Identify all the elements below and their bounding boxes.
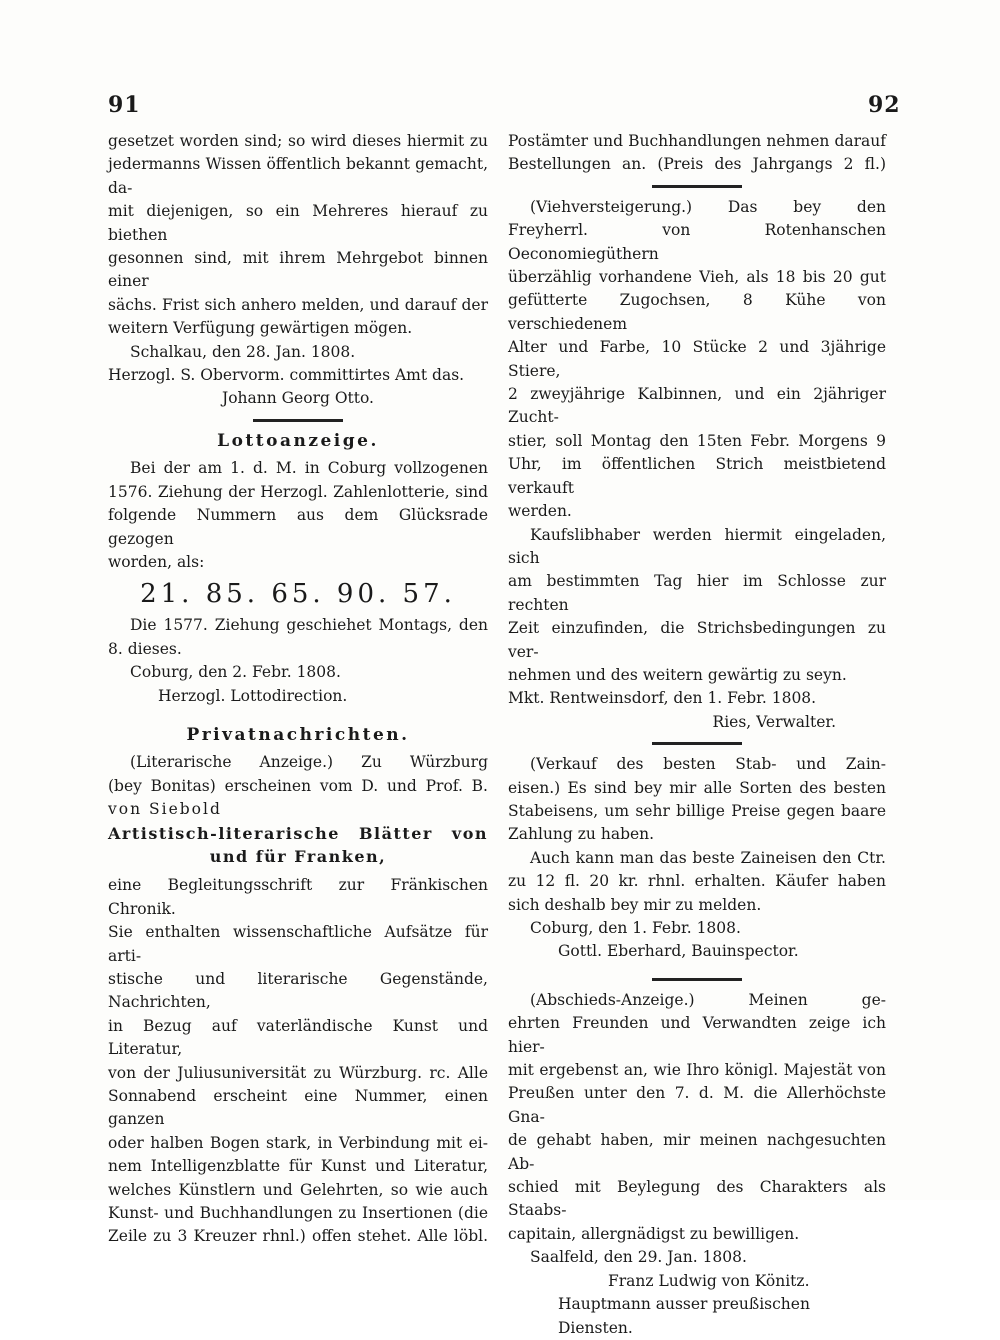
text-line: Kaufslibhaber werden hiermit eingeladen, sich (508, 525, 886, 567)
notice-continuation (508, 130, 886, 177)
left-column (108, 130, 488, 1249)
place-date: Mkt. Rentweinsdorf, den 1. Febr. 1808. (508, 689, 817, 708)
place-date: Schalkau, den 28. Jan. 1808. (130, 342, 356, 361)
text-line: eisen.) Es sind bey mir alle Sorten des besten (508, 778, 886, 797)
text-line: Die 1577. Ziehung geschiehet Montags, den (130, 616, 488, 635)
private-news-heading: Privatnachrichten. (186, 724, 410, 745)
issuing-office: Herzogl. S. Obervorm. committirtes Amt das. (108, 366, 465, 385)
spacer (108, 708, 488, 720)
page-number-right: 92 (868, 92, 901, 118)
text-line: mit ergebenst an, wie Ihro königl. Majestät von (508, 1061, 886, 1080)
text-line: sächs. Frist sich anhero melden, und darauf der (108, 295, 488, 314)
text-line: folgende Nummern aus dem Glücksrade gezogen (108, 506, 488, 548)
text-line: gesonnen sind, mit ihrem Mehrgebot binnen einer (108, 249, 488, 291)
signature: Franz Ludwig von Könitz. (608, 1271, 810, 1290)
livestock-auction-notice (508, 196, 886, 734)
text-line: Sonnabend erscheint eine Nummer, einen ganzen (108, 1087, 488, 1129)
text-line: Auch kann man das beste Zaineisen den Ctr. (530, 848, 886, 867)
text-line: eine Begleitungsschrift zur Fränkischen Chronik. (108, 876, 488, 918)
text-line: nehmen und des weitern gewärtig zu seyn. (508, 665, 847, 684)
text-line: Zeit einzufinden, die Strichsbedingungen zu ver- (508, 619, 886, 661)
text-line: Zeile zu 3 Kreuzer rhnl.) offen stehet. Alle löbl. (108, 1227, 488, 1246)
notice-continuation (108, 130, 488, 411)
section-divider (253, 419, 343, 422)
text-line: oder halben Bogen stark, in Verbindung mit ei- (108, 1133, 488, 1152)
text-line: Alter und Farbe, 10 Stücke 2 und 3jährige Stiere, (508, 338, 886, 380)
page-number-left: 91 (108, 92, 141, 118)
text-line: von Siebold (108, 800, 222, 819)
text-line: sich deshalb bey mir zu melden. (508, 895, 762, 914)
right-column (508, 130, 886, 1340)
signature: Gottl. Eberhard, Bauinspector. (558, 942, 799, 961)
text-line: Freyherrl. von Rotenhanschen Oeconomiegüthern (508, 221, 886, 263)
text-line: stische und literarische Gegenstände, Nachrichten, (108, 970, 488, 1012)
text-line: 8. dieses. (108, 639, 182, 658)
text-line: Uhr, im öffentlichen Strich meistbietend verkauft (508, 455, 886, 497)
text-line: werden. (508, 502, 572, 521)
iron-sale-notice (508, 753, 886, 964)
text-line: zu 12 fl. 20 kr. rhnl. erhalten. Käufer haben (508, 872, 886, 891)
text-line: Preußen unter den 7. d. M. die Allerhöchste Gna- (508, 1084, 886, 1126)
place-date: Saalfeld, den 29. Jan. 1808. (530, 1248, 747, 1267)
text-line: Kunst- und Buchhandlungen zu Insertionen (die (108, 1204, 488, 1223)
text-line: weitern Verfügung gewärtigen mögen. (108, 319, 413, 338)
publication-title: Artistisch-literarische Blätter von (108, 823, 488, 843)
text-line: Zahlung zu haben. (508, 825, 655, 844)
text-line: gefütterte Zugochsen, 8 Kühe von verschiedenem (508, 291, 886, 333)
text-line: schied mit Beylegung des Charakters als Staabs- (508, 1178, 886, 1220)
text-line: nem Intelligenzblatte für Kunst und Literatur, (108, 1157, 488, 1176)
lotto-numbers: 21. 85. 65. 90. 57. (140, 579, 456, 610)
text-line: capitain, allergnädigst zu bewilligen. (508, 1224, 800, 1243)
text-line: (Verkauf des besten Stab- und Zain- (530, 755, 886, 774)
text-line: 2 zweyjährige Kalbinnen, und ein 2jähriger Zucht- (508, 385, 886, 427)
text-line: (Abschieds-Anzeige.) Meinen ge- (530, 990, 886, 1009)
text-line: welches Künstlern und Gelehrten, so wie auch (108, 1180, 488, 1199)
farewell-notice (508, 989, 886, 1340)
signature: Herzogl. Lottodirection. (158, 686, 348, 705)
text-line: de gehabt haben, mir meinen nachgesuchten Ab- (508, 1131, 886, 1173)
text-line: (Literarische Anzeige.) Zu Würzburg (130, 753, 488, 772)
lotto-notice (108, 457, 488, 708)
text-line: gesetzet worden sind; so wird dieses hiermit zu (108, 132, 488, 150)
text-line: Bei der am 1. d. M. in Coburg vollzogenen (130, 459, 488, 478)
text-line: ehrten Freunden und Verwandten zeige ich hier- (508, 1014, 886, 1056)
text-line: mit diejenigen, so ein Mehreres hierauf zu biethen (108, 202, 488, 244)
lotto-heading: Lottoanzeige. (217, 430, 379, 451)
place-date: Coburg, den 2. Febr. 1808. (130, 663, 341, 682)
section-divider (652, 978, 742, 981)
literary-notice (108, 751, 488, 1249)
section-divider (652, 185, 742, 188)
signature-title: Hauptmann ausser preußischen Diensten. (558, 1295, 810, 1337)
text-line: (bey Bonitas) erscheinen vom D. und Prof. B. (108, 776, 488, 795)
text-line: in Bezug auf vaterländische Kunst und Literatur, (108, 1016, 488, 1059)
place-date: Coburg, den 1. Febr. 1808. (530, 919, 741, 937)
text-line: 1576. Ziehung der Herzogl. Zahlenlotterie, sind (108, 482, 488, 501)
text-line: Sie enthalten wissenschaftliche Aufsätze für arti- (108, 923, 488, 965)
text-line: von der Juliusuniversität zu Würzburg. rc. Alle (108, 1063, 488, 1082)
text-line: Bestellungen an. (Preis des Jahrgangs 2 fl.) (508, 155, 886, 174)
text-line: Stabeisens, um sehr billige Preise gegen baare (508, 801, 886, 820)
section-divider (652, 742, 742, 745)
text-line: Postämter und Buchhandlungen nehmen darauf (508, 132, 886, 150)
text-line: am bestimmten Tag hier im Schlosse zur rechten (508, 572, 886, 614)
text-line: stier, soll Montag den 15ten Febr. Morgens 9 (508, 431, 886, 450)
signature: Johann Georg Otto. (222, 389, 374, 408)
text-line: worden, als: (108, 552, 205, 571)
publication-title-cont: und für Franken, (209, 846, 387, 866)
text-line: überzählig vorhandene Vieh, als 18 bis 20 gut (508, 268, 886, 287)
text-line: jedermanns Wissen öffentlich bekannt gemacht, da- (108, 155, 488, 197)
signature: Ries, Verwalter. (712, 712, 836, 731)
text-line: (Viehversteigerung.) Das bey den (530, 197, 886, 216)
